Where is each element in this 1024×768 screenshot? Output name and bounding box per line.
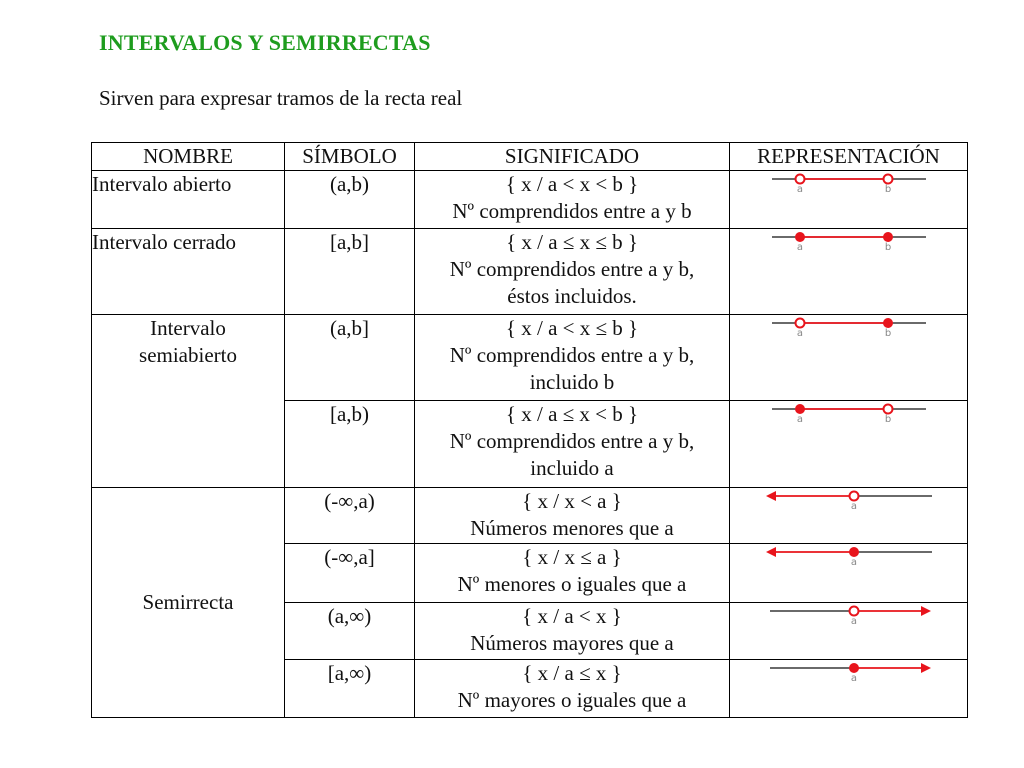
closed-point <box>883 318 893 328</box>
point-label: a <box>796 328 803 339</box>
number-line <box>764 488 934 512</box>
closed-point <box>883 232 893 242</box>
meaning-text: Números mayores que a <box>470 631 674 655</box>
meaning-cell <box>415 603 730 660</box>
open-point <box>883 175 892 184</box>
open-point <box>849 607 858 616</box>
meaning-text: Nº comprendidos entre a y b <box>452 199 692 223</box>
representation-cell <box>730 401 968 488</box>
meaning-cell <box>415 544 730 603</box>
meaning-text: Nº comprendidos entre a y b, <box>449 343 695 367</box>
symbol-cell: [a,b] <box>285 229 415 315</box>
page-subtitle: Sirven para expresar tramos de la recta real <box>99 86 463 110</box>
header-nombre: NOMBRE <box>92 143 285 171</box>
open-point <box>795 175 804 184</box>
point-label: b <box>884 328 891 339</box>
name-line: semiabierto <box>139 343 237 367</box>
header-representacion: REPRESENTACIÓN <box>730 143 968 171</box>
representation-cell <box>730 171 968 229</box>
header-significado: SIGNIFICADO <box>415 143 730 171</box>
symbol-cell: (a,∞) <box>285 603 415 660</box>
meaning-text: Números menores que a <box>470 516 674 540</box>
representation-cell <box>730 229 968 315</box>
meaning-text: Nº menores o iguales que a <box>457 572 687 596</box>
meaning-text: Nº comprendidos entre a y b, <box>449 257 695 281</box>
name-cell <box>92 315 285 488</box>
representation-cell <box>730 315 968 401</box>
page-title: INTERVALOS Y SEMIRRECTAS <box>99 30 431 55</box>
number-line <box>764 603 934 627</box>
symbol-cell: (a,b] <box>285 315 415 401</box>
meaning-cell <box>415 488 730 544</box>
number-line <box>764 315 934 339</box>
header-simbolo: SÍMBOLO <box>285 143 415 171</box>
open-point <box>795 319 804 328</box>
set-notation: { x / a < x ≤ b } <box>505 316 639 340</box>
closed-point <box>795 404 805 414</box>
point-label: a <box>796 184 803 195</box>
set-notation: { x / a ≤ x ≤ b } <box>506 230 638 254</box>
point-label: a <box>850 673 857 684</box>
meaning-text: Nº mayores o iguales que a <box>457 688 687 712</box>
closed-point <box>795 232 805 242</box>
ray-arrow-right <box>921 606 931 616</box>
set-notation: { x / x < a } <box>522 489 622 513</box>
set-notation: { x / a ≤ x < b } <box>505 402 639 426</box>
name-cell: Intervalo abierto <box>92 171 285 229</box>
point-label: b <box>884 242 891 253</box>
point-label: b <box>884 184 891 195</box>
meaning-cell <box>415 315 730 401</box>
point-label: a <box>850 616 857 627</box>
number-line <box>764 660 934 684</box>
meaning-cell <box>415 171 730 229</box>
ray-arrow-right <box>921 663 931 673</box>
meaning-cell <box>415 660 730 718</box>
symbol-cell: [a,∞) <box>285 660 415 718</box>
representation-cell <box>730 603 968 660</box>
point-label: a <box>796 242 803 253</box>
set-notation: { x / a < x } <box>522 604 622 628</box>
symbol-cell: (a,b) <box>285 171 415 229</box>
set-notation: { x / a ≤ x } <box>522 661 622 685</box>
name-cell: Intervalo cerrado <box>92 229 285 315</box>
set-notation: { x / x ≤ a } <box>522 545 622 569</box>
number-line <box>764 229 934 253</box>
representation-cell <box>730 488 968 544</box>
name-line: Intervalo <box>150 316 226 340</box>
meaning-text: incluido b <box>529 370 615 394</box>
table-header-row <box>92 143 968 171</box>
number-line <box>764 171 934 195</box>
meaning-cell <box>415 401 730 488</box>
point-label: a <box>850 501 857 512</box>
number-line <box>764 544 934 568</box>
open-point <box>883 405 892 414</box>
point-label: b <box>884 414 891 425</box>
meaning-text: incluido a <box>530 456 614 480</box>
open-point <box>849 492 858 501</box>
symbol-cell: [a,b) <box>285 401 415 488</box>
ray-arrow-left <box>766 491 776 501</box>
meaning-text: éstos incluidos. <box>507 284 637 308</box>
closed-point <box>849 663 859 673</box>
table-row <box>92 171 968 229</box>
table-row <box>92 315 968 401</box>
point-label: a <box>796 414 803 425</box>
ray-arrow-left <box>766 547 776 557</box>
representation-cell <box>730 660 968 718</box>
point-label: a <box>850 557 857 568</box>
representation-cell <box>730 544 968 603</box>
set-notation: { x / a < x < b } <box>505 172 639 196</box>
table-row <box>92 229 968 315</box>
intervals-table <box>91 142 968 718</box>
name-cell: Semirrecta <box>92 488 285 718</box>
number-line <box>764 401 934 425</box>
meaning-cell <box>415 229 730 315</box>
symbol-cell: (-∞,a] <box>285 544 415 603</box>
closed-point <box>849 547 859 557</box>
symbol-cell: (-∞,a) <box>285 488 415 544</box>
table-row <box>92 488 968 544</box>
meaning-text: Nº comprendidos entre a y b, <box>449 429 695 453</box>
